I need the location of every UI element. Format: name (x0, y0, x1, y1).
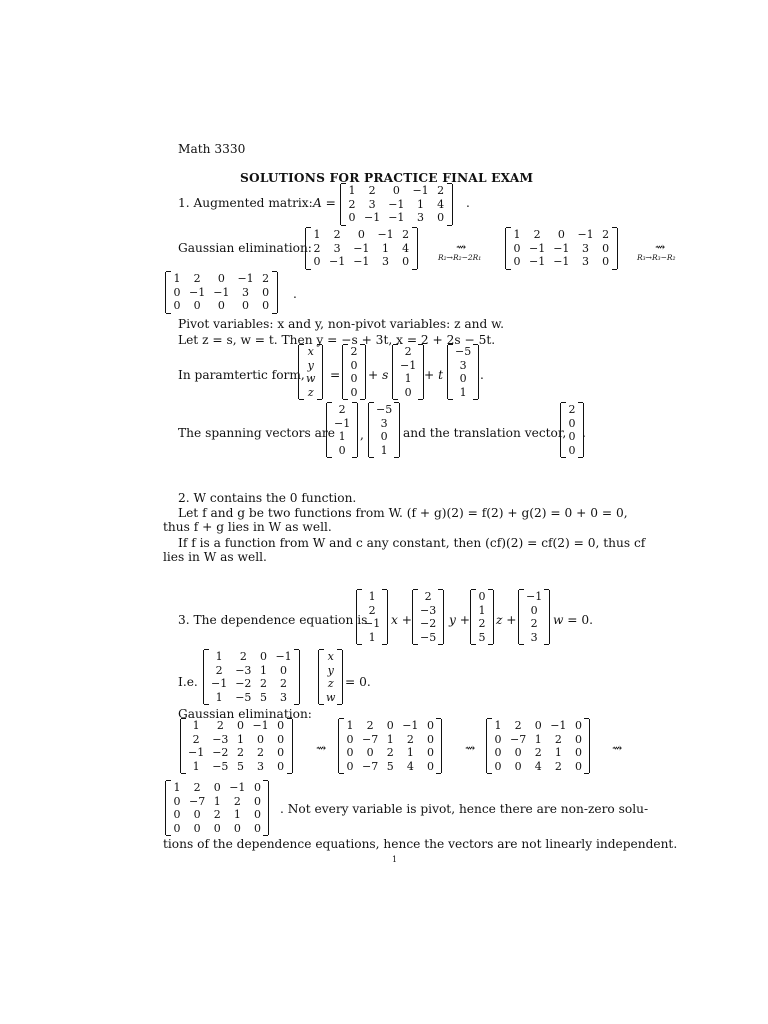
matrix-cell: 2 (437, 184, 445, 197)
vector-entry: 2 (530, 617, 538, 630)
matrix-cell: 3 (368, 197, 376, 211)
matrix-cell: 0 (514, 759, 522, 773)
matrix-cell: −1 (188, 746, 205, 759)
vector-entry: 0 (338, 443, 346, 457)
matrix-cell: 0 (366, 746, 374, 759)
matrix-cell: 0 (426, 746, 434, 759)
plus-s: + s (368, 368, 389, 382)
matrix-cell: 0 (173, 285, 181, 299)
vector-entry: −5 (420, 630, 437, 644)
matrix-cell: −1 (364, 211, 381, 224)
vector-entry: 2 (338, 403, 346, 416)
matrix-cell: 1 (554, 746, 562, 759)
vector-entry: z (307, 385, 314, 399)
matrix-cell: 0 (236, 719, 244, 732)
matrix-cell: 0 (213, 821, 221, 835)
vector-entry: z (327, 677, 334, 690)
variable-vector (318, 650, 343, 704)
matrix-cell: 3 (280, 690, 288, 704)
matrix-cell: 2 (406, 732, 414, 746)
matrix-cell: 2 (216, 719, 224, 732)
vector-t (447, 345, 479, 399)
conclusion-2: tions of the dependence equations, hence the vectors are not linearly independent. (163, 837, 678, 851)
matrix-cell: −1 (275, 650, 292, 663)
matrix-cell: 0 (513, 255, 521, 268)
matrix-step2 (505, 228, 618, 269)
vector-entry: 2 (568, 403, 576, 416)
trans-label: and the translation vector, (403, 426, 567, 440)
matrix-cell: 2 (259, 677, 267, 690)
period: . (466, 196, 470, 210)
matrix-cell: 1 (348, 184, 356, 197)
matrix-cell: −1 (237, 272, 254, 285)
matrix-cell: 4 (402, 241, 410, 255)
matrix-cell: 0 (346, 732, 354, 746)
pivot-text: Pivot variables: x and y, non-pivot variables: z and w. (178, 317, 505, 331)
matrix-cell: 5 (236, 759, 244, 773)
matrix-cell: 1 (406, 746, 414, 759)
matrix-cell: 2 (402, 228, 410, 241)
matrix-cell: 0 (574, 759, 582, 773)
matrix-cell: 1 (173, 272, 181, 285)
dep-vector-4 (518, 590, 550, 644)
matrix-cell: 0 (574, 732, 582, 746)
vector-entry: −5 (376, 403, 393, 416)
y-plus: y + (449, 613, 470, 627)
dep-vector-2 (412, 590, 444, 644)
matrix-cell: 2 (193, 781, 201, 794)
matrix-cell: −2 (235, 677, 252, 690)
matrix-cell: −1 (229, 781, 246, 794)
matrix-cell: −1 (529, 255, 546, 268)
vector-entry: 2 (424, 590, 432, 603)
matrix-cell: 1 (494, 719, 502, 732)
matrix-cell: 2 (554, 759, 562, 773)
gauss-matrix-4 (165, 781, 269, 835)
matrix-cell: 0 (574, 746, 582, 759)
matrix-cell: 0 (277, 746, 285, 759)
matrix-cell: 2 (514, 719, 522, 732)
matrix-cell: 2 (386, 746, 394, 759)
vector-entry: 0 (350, 372, 358, 385)
matrix-cell: −1 (553, 255, 570, 268)
matrix-cell: 0 (557, 228, 565, 241)
vector-entry: 0 (530, 603, 538, 617)
matrix-cell: 0 (253, 808, 261, 821)
period: . (480, 368, 484, 382)
vector-entry: 1 (459, 385, 467, 399)
matrix-cell: −1 (553, 241, 570, 255)
matrix-cell: 1 (236, 732, 244, 746)
matrix-cell: 1 (213, 794, 221, 808)
vector-s (392, 345, 424, 399)
p2-line-3: thus f + g lies in W as well. (163, 520, 332, 534)
matrix-cell: 1 (513, 228, 521, 241)
dep-vector-3 (470, 590, 494, 644)
p2-line-4: If f is a function from W and c any constant, then (cf)(2) = cf(2) = 0, thus cf (178, 536, 646, 550)
eq-zero: = 0. (345, 675, 371, 689)
matrix-cell: 2 (280, 677, 288, 690)
vector-entry: 2 (368, 603, 376, 617)
dep-vector-1 (356, 590, 388, 644)
matrix-cell: 2 (233, 794, 241, 808)
page-number: 1 (392, 855, 398, 864)
matrix-cell: 0 (346, 746, 354, 759)
matrix-cell: 5 (386, 759, 394, 773)
matrix-cell: 0 (259, 650, 267, 663)
vector-entry: 3 (530, 630, 538, 644)
matrix-cell: 0 (262, 299, 270, 312)
matrix-cell: 0 (213, 781, 221, 794)
matrix-cell: 3 (333, 241, 341, 255)
matrix-cell: 0 (193, 821, 201, 835)
matrix-cell: −1 (211, 677, 228, 690)
matrix-cell: 1 (417, 197, 425, 211)
span-vector-2 (368, 403, 400, 457)
vector-entry: −1 (364, 617, 381, 630)
matrix-cell: 0 (346, 759, 354, 773)
page-title: SOLUTIONS FOR PRACTICE FINAL EXAM (240, 171, 534, 185)
w-eq-zero: w = 0. (553, 613, 594, 627)
matrix-cell: −3 (212, 732, 229, 746)
matrix-cell: 3 (257, 759, 265, 773)
matrix-cell: 3 (382, 255, 390, 268)
matrix-cell: 0 (193, 808, 201, 821)
matrix-cell: 0 (574, 719, 582, 732)
period: . (293, 287, 297, 301)
vector-entry: −3 (420, 603, 437, 617)
leadsto-icon: ⇝ (456, 240, 467, 254)
matrix-cell: 3 (582, 241, 590, 255)
matrix-cell: 0 (173, 821, 181, 835)
matrix-cell: 0 (392, 184, 400, 197)
vector-entry: 1 (368, 630, 376, 644)
matrix-cell: −5 (235, 690, 252, 704)
matrix-cell: 5 (259, 690, 267, 704)
vector-entry: 0 (568, 430, 576, 443)
matrix-cell: 0 (173, 808, 181, 821)
vector-entry: 1 (380, 443, 388, 457)
vector-entry: y (307, 358, 314, 372)
vector-entry: 1 (368, 590, 376, 603)
matrix-cell: 0 (494, 759, 502, 773)
matrix-step1 (305, 228, 418, 269)
matrix-cell: 2 (602, 228, 610, 241)
matrix-cell: 0 (277, 719, 285, 732)
matrix-cell: 0 (426, 732, 434, 746)
matrix-cell: 0 (313, 255, 321, 268)
vector-entry: 3 (380, 416, 388, 430)
matrix-cell: 0 (253, 821, 261, 835)
vector-entry: 0 (568, 443, 576, 457)
vector-entry: 0 (568, 416, 576, 430)
matrix-cell: 1 (215, 690, 223, 704)
augmented-label: 1. Augmented matrix: (178, 196, 313, 210)
matrix-cell: 0 (426, 759, 434, 773)
matrix-cell: 1 (233, 808, 241, 821)
matrix-cell: −1 (577, 228, 594, 241)
matrix-cell: 1 (173, 781, 181, 794)
matrix-cell: 2 (333, 228, 341, 241)
vector-vars (298, 345, 323, 399)
vector-entry: 1 (338, 430, 346, 443)
matrix-cell: 0 (253, 781, 261, 794)
matrix-cell: 2 (533, 228, 541, 241)
let-text: Let z = s, w = t. Then y = −s + 3t, x = 2 + 2s − 5t. (178, 333, 496, 347)
matrix-cell: 0 (257, 732, 265, 746)
vector-entry: 3 (459, 358, 467, 372)
vector-entry: 0 (478, 590, 486, 603)
matrix-cell: −1 (550, 719, 567, 732)
matrix-cell: 1 (534, 732, 542, 746)
matrix-cell: −5 (212, 759, 229, 773)
leadsto-icon: ⇝ (655, 240, 666, 254)
matrix-cell: 0 (494, 746, 502, 759)
matrix-cell: −2 (212, 746, 229, 759)
vector-entry: 0 (350, 358, 358, 372)
row-op-2: R₃→R₃−R₂ (637, 253, 676, 262)
matrix-cell: 0 (193, 299, 201, 312)
plus-t: + t (424, 368, 443, 382)
matrix-cell: 0 (494, 732, 502, 746)
matrix-cell: 1 (346, 719, 354, 732)
matrix-cell: 0 (402, 255, 410, 268)
matrix-cell: 1 (192, 719, 200, 732)
matrix-cell: 0 (426, 719, 434, 732)
matrix-cell: −1 (353, 241, 370, 255)
vector-entry: 1 (404, 372, 412, 385)
x-plus: x + (391, 613, 412, 627)
a-equals: A = (313, 196, 336, 210)
matrix-cell: 0 (534, 719, 542, 732)
matrix-cell: −3 (235, 663, 252, 677)
leadsto-icon: ⇝ (612, 741, 623, 755)
matrix-cell: 2 (236, 746, 244, 759)
matrix-cell: −1 (388, 211, 405, 224)
coefficient-matrix (203, 650, 300, 704)
vector-entry: 0 (404, 385, 412, 399)
matrix-cell: 4 (406, 759, 414, 773)
matrix-cell: 4 (534, 759, 542, 773)
matrix-cell: 3 (242, 285, 250, 299)
matrix-cell: 0 (357, 228, 365, 241)
matrix-cell: 0 (253, 794, 261, 808)
matrix-cell: −1 (412, 184, 429, 197)
matrix-cell: 2 (262, 272, 270, 285)
matrix-cell: −1 (353, 255, 370, 268)
matrix-cell: 2 (368, 184, 376, 197)
p2-line-2: Let f and g be two functions from W. (f + g)(2) = f(2) + g(2) = 0 + 0 = 0, (178, 506, 628, 520)
matrix-cell: 2 (193, 272, 201, 285)
period: . (582, 426, 586, 440)
vector-entry: 1 (478, 603, 486, 617)
matrix-cell: 3 (417, 211, 425, 224)
matrix-cell: −7 (362, 759, 379, 773)
matrix-cell: −1 (329, 255, 346, 268)
ie-label: I.e. (178, 675, 198, 689)
matrix-cell: 2 (257, 746, 265, 759)
matrix-cell: −7 (189, 794, 206, 808)
matrix-cell: −1 (252, 719, 269, 732)
matrix-cell: 2 (215, 663, 223, 677)
dependence-label: 3. The dependence equation is (178, 613, 368, 627)
gauss-matrix-1 (180, 719, 293, 773)
vector-entry: 2 (404, 345, 412, 358)
vector-entry: 0 (380, 430, 388, 443)
matrix-cell: 4 (437, 197, 445, 211)
matrix-cell: 3 (582, 255, 590, 268)
vector-entry: 2 (350, 345, 358, 358)
matrix-cell: 0 (277, 732, 285, 746)
course-label: Math 3330 (178, 142, 246, 156)
matrix-cell: 1 (259, 663, 267, 677)
matrix-step3 (165, 272, 278, 313)
comma: , (360, 428, 364, 442)
matrix-cell: 2 (366, 719, 374, 732)
matrix-cell: 0 (233, 821, 241, 835)
gauss-matrix-2 (338, 719, 442, 773)
equals: = (330, 368, 341, 382)
vector-entry: x (307, 345, 314, 358)
matrix-cell: −7 (362, 732, 379, 746)
vector-entry: 2 (478, 617, 486, 630)
span-vector-1 (326, 403, 358, 457)
gauss-matrix-3 (486, 719, 590, 773)
matrix-cell: −1 (213, 285, 230, 299)
matrix-cell: 0 (514, 746, 522, 759)
matrix-cell: 2 (213, 808, 221, 821)
vector-entry: −1 (334, 416, 351, 430)
matrix-cell: −7 (510, 732, 527, 746)
matrix-cell: 1 (382, 241, 390, 255)
vector-entry: −5 (455, 345, 472, 358)
matrix-cell: −1 (377, 228, 394, 241)
matrix-cell: 0 (386, 719, 394, 732)
vector-entry: −1 (526, 590, 543, 603)
matrix-cell: 0 (173, 299, 181, 312)
matrix-cell: −1 (402, 719, 419, 732)
vector-translation (342, 345, 366, 399)
matrix-cell: −1 (388, 197, 405, 211)
vector-entry: 0 (459, 372, 467, 385)
translation-vector (560, 403, 584, 457)
matrix-cell: 1 (192, 759, 200, 773)
vector-entry: y (327, 663, 334, 677)
matrix-cell: 0 (280, 663, 288, 677)
matrix-cell: 2 (313, 241, 321, 255)
matrix-cell: 0 (602, 241, 610, 255)
matrix-cell: 0 (217, 299, 225, 312)
p2-line-5: lies in W as well. (163, 550, 267, 564)
conclusion-1: . Not every variable is pivot, hence there are non-zero solu- (280, 802, 649, 816)
matrix-cell: 0 (242, 299, 250, 312)
vector-entry: −1 (400, 358, 417, 372)
vector-entry: w (326, 690, 336, 704)
matrix-cell: 1 (313, 228, 321, 241)
matrix-cell: 0 (348, 211, 356, 224)
matrix-cell: 2 (192, 732, 200, 746)
matrix-cell: 0 (173, 794, 181, 808)
span-label: The spanning vectors are (178, 426, 335, 440)
gauss-label-2: Gaussian elimination: (178, 707, 312, 721)
matrix-cell: 0 (437, 211, 445, 224)
matrix-cell: 2 (534, 746, 542, 759)
matrix-cell: 0 (277, 759, 285, 773)
vector-entry: x (327, 650, 334, 663)
matrix-cell: 0 (602, 255, 610, 268)
vector-entry: 0 (350, 385, 358, 399)
row-op-1: R₂→R₂−2R₁ (438, 253, 482, 262)
matrix-cell: 0 (262, 285, 270, 299)
matrix-cell: 0 (513, 241, 521, 255)
vector-entry: 5 (478, 630, 486, 644)
vector-entry: −2 (420, 617, 437, 630)
gauss-label-1: Gaussian elimination: (178, 241, 312, 255)
matrix-cell: 1 (386, 732, 394, 746)
matrix-cell: 1 (215, 650, 223, 663)
matrix-cell: 0 (217, 272, 225, 285)
vector-entry: w (306, 372, 316, 385)
matrix-cell: 2 (348, 197, 356, 211)
param-label: In paramtertic form, (178, 368, 305, 382)
matrix-cell: −1 (529, 241, 546, 255)
leadsto-icon: ⇝ (465, 741, 476, 755)
z-plus: z + (496, 613, 517, 627)
matrix-cell: 2 (554, 732, 562, 746)
leadsto-icon: ⇝ (316, 741, 327, 755)
matrix-cell: 2 (239, 650, 247, 663)
p2-line-1: 2. W contains the 0 function. (178, 491, 357, 505)
matrix-cell: −1 (189, 285, 206, 299)
matrix-a (340, 184, 453, 225)
